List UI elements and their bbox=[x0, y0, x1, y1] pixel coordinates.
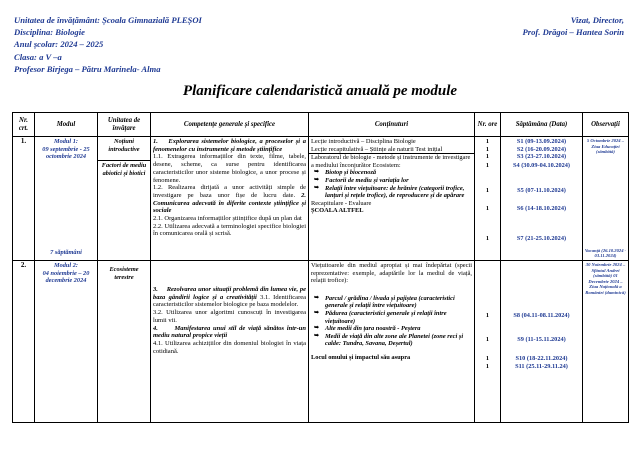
week-cell bbox=[501, 261, 583, 423]
content-line: Laboratorul de biologie - metode și instrumente de investigare a mediului înconjurător Ecosistem: bbox=[309, 153, 474, 169]
content-bullet: ➥ Parcul / grădina / livada și pajiștea (caracteristici generale și relații între viețuitoare) bbox=[311, 295, 472, 310]
week-value: S2 (16-20.09.2024) bbox=[516, 145, 567, 153]
content-line: Locul omului și impactul său asupra bbox=[311, 353, 411, 361]
week-cell bbox=[501, 137, 583, 261]
col-header-observations: Observații bbox=[583, 113, 629, 137]
hours-value: 1 bbox=[485, 187, 490, 195]
hours-cell bbox=[475, 261, 501, 423]
hours-value: 1 bbox=[485, 312, 490, 319]
content-line: Viețuitoarele din mediul apropiat și mai îndepărtat (specii reprezentative: exemple, adaptările lor la mediul de viață, relații trofice): bbox=[311, 262, 472, 285]
week-value: S3 (23-27.10.2024) bbox=[516, 153, 567, 161]
observations-cell bbox=[583, 261, 629, 423]
week-value: S10 (18-22.11.2024) bbox=[515, 355, 568, 363]
hours-value: 1 bbox=[485, 355, 490, 363]
week-value: S11 (25.11-29.11.24) bbox=[515, 362, 568, 370]
competence-specific: 1.1. Extragerea informațiilor din texte, filme, tabele, desene, scheme, ca surse pentru identificarea caracteristicilor unor sisteme biologice, a unor procese și fenomene. bbox=[153, 153, 306, 184]
module-cell bbox=[35, 261, 98, 423]
school-year-line: Anul școlar: 2024 – 2025 bbox=[14, 39, 104, 50]
hours-value: 1 bbox=[485, 153, 490, 161]
hours-value: 1 bbox=[485, 161, 490, 169]
observation-note: Vacanță (26.10.2024 - 03.11.2024) bbox=[584, 247, 627, 259]
planning-table bbox=[12, 112, 629, 423]
content-bullet: ➥ Factorii de mediu și variația lor bbox=[311, 177, 472, 185]
content-bullet: ➥ Relații între viețuitoare: de hrănire (categorii trofice, lanțuri și rețele trofice), de reproducere și de apărare bbox=[311, 185, 472, 200]
competence-specific: 1.2. Realizarea dirijată a unor activități simple de investigare pe baza unor fișe de lucru date. 2. Comunicarea adecvată în diferite contexte științifice și sociale bbox=[153, 184, 306, 215]
col-header-nr: Nr. crt. bbox=[13, 113, 35, 137]
hours-value: 1 bbox=[485, 204, 490, 212]
module-weeks: 7 săptămâni bbox=[50, 249, 82, 257]
competence-specific: 4.1. Utilizarea achizițiilor din domeniul biologiei în viața cotidiană. bbox=[153, 339, 306, 355]
hours-value: 1 bbox=[485, 145, 490, 153]
hours-value: 1 bbox=[485, 335, 490, 343]
week-value: S4 (30.09-04.10.2024) bbox=[512, 161, 571, 169]
page-title: Planificare calendaristică anuală pe module bbox=[182, 83, 458, 99]
module-dates: 09 septembrie - 25 octombrie 2024 bbox=[42, 145, 90, 161]
content-line: Recapitulare - Evaluare bbox=[311, 199, 372, 207]
observation-note: 30 Noiembrie 2024 – Sfântul Andrei (sâmbătă) 01 Decembrie 2024 – Ziua Națională a României (duminică) bbox=[585, 262, 626, 295]
competence-general: 3. Rezolvarea unor situații problemă din lumea vie, pe baza gândirii logice și a creativității 3.1. Identificarea caracteristicilor sistemelor biologice pe baza modelelor. bbox=[153, 286, 306, 309]
content-line: Lecție recapitulativă – Științe ale naturii Test inițial bbox=[311, 145, 443, 153]
hours-cell bbox=[475, 137, 501, 261]
class-line: Clasa: a V –a bbox=[14, 51, 62, 62]
table-header-row bbox=[13, 113, 629, 137]
col-header-module: Modul bbox=[35, 113, 98, 137]
table-row bbox=[13, 137, 629, 261]
header-left bbox=[14, 14, 202, 75]
unit-cell bbox=[98, 261, 151, 423]
observation-note: 5 Octombrie 2024 – Ziua Educației (sâmbătă) bbox=[586, 138, 625, 155]
teacher-line: Profesor Birjega – Pătru Marinela- Alma bbox=[14, 63, 161, 74]
week-value: S6 (14-18.10.2024) bbox=[516, 204, 567, 212]
module-name: Modul 2: bbox=[54, 262, 78, 269]
unit-name: Ecosisteme terestre bbox=[109, 266, 139, 281]
subject-line: Disciplina: Biologie bbox=[14, 27, 85, 38]
competence-general: 1. Explorarea sistemelor biologice, a proceselor și a fenomenelor cu instrumente și metode științifice bbox=[153, 138, 306, 153]
col-header-unit: Unitatea de învățare bbox=[98, 113, 151, 137]
director-line: Prof. Drăgoi – Hantea Sorin bbox=[522, 27, 624, 38]
content-line: Lecție introductivă – Disciplina Biologie bbox=[311, 138, 416, 145]
content-bullet: ➥ Medii de viață din alte zone ale Planetei (zone reci și calde: Tundra, Savana, Deșertul) bbox=[311, 333, 472, 348]
approval-line: Vizat, Director, bbox=[570, 15, 624, 25]
hours-value: 1 bbox=[485, 234, 490, 242]
content-line: ȘCOALA ALTFEL bbox=[311, 207, 364, 215]
contents-cell bbox=[309, 137, 475, 261]
unit-name: Noțiuni introductive bbox=[98, 137, 150, 161]
table-row bbox=[13, 261, 629, 423]
competences-cell bbox=[151, 137, 309, 261]
hours-value: 1 bbox=[485, 138, 490, 145]
week-value: S8 (04.11-08.11.2024) bbox=[513, 312, 570, 319]
module-cell bbox=[35, 137, 98, 261]
competence-specific: 2.2. Utilizarea adecvată a terminologiei specifice biologiei în comunicarea orală și scrisă. bbox=[153, 222, 306, 238]
school-line: Unitatea de învățământ: Școala Gimnazială PLEȘOI bbox=[14, 15, 202, 25]
unit-name: Factori de mediu abiotici și biotici bbox=[101, 162, 147, 177]
module-dates: 04 noiembrie – 20 decembrie 2024 bbox=[42, 269, 90, 285]
content-bullet: ➥ Pădurea (caracteristici generale și relații între viețuitoare) bbox=[311, 310, 472, 325]
content-bullet: ➥ Alte medii din țara noastră - Peștera bbox=[311, 325, 472, 333]
week-value: S9 (11-15.11.2024) bbox=[517, 335, 566, 343]
competence-general: 4. Manifestarea unui stil de viață sănătos într-un mediu natural propice vieții bbox=[153, 324, 306, 340]
unit-cell bbox=[98, 137, 151, 261]
hours-value: 1 bbox=[485, 362, 490, 370]
week-value: S1 (09-13.09.2024) bbox=[516, 138, 567, 145]
week-value: S7 (21-25.10.2024) bbox=[516, 234, 567, 242]
col-header-competences: Competențe generale și specifice bbox=[151, 113, 309, 137]
header-right bbox=[523, 14, 624, 38]
row-number: 2. bbox=[13, 261, 35, 423]
week-value: S5 (07-11.10.2024) bbox=[517, 187, 566, 195]
col-header-week: Săptămâna (Data) bbox=[501, 113, 583, 137]
module-name: Modul 1: bbox=[54, 138, 78, 145]
col-header-hours: Nr. ore bbox=[475, 113, 501, 137]
row-number: 1. bbox=[13, 137, 35, 261]
observations-cell bbox=[583, 137, 629, 261]
competences-cell bbox=[151, 261, 309, 423]
competence-specific: 3.2. Utilizarea unor algoritmi cunoscuți în investigarea lumii vii. bbox=[153, 309, 306, 324]
content-bullet: ➥ Biotop și biocenoză bbox=[311, 169, 472, 177]
col-header-contents: Conținuturi bbox=[309, 113, 475, 137]
contents-cell bbox=[309, 261, 475, 423]
competence-specific: 2.1. Organizarea informațiilor științifice după un plan dat bbox=[153, 215, 302, 223]
